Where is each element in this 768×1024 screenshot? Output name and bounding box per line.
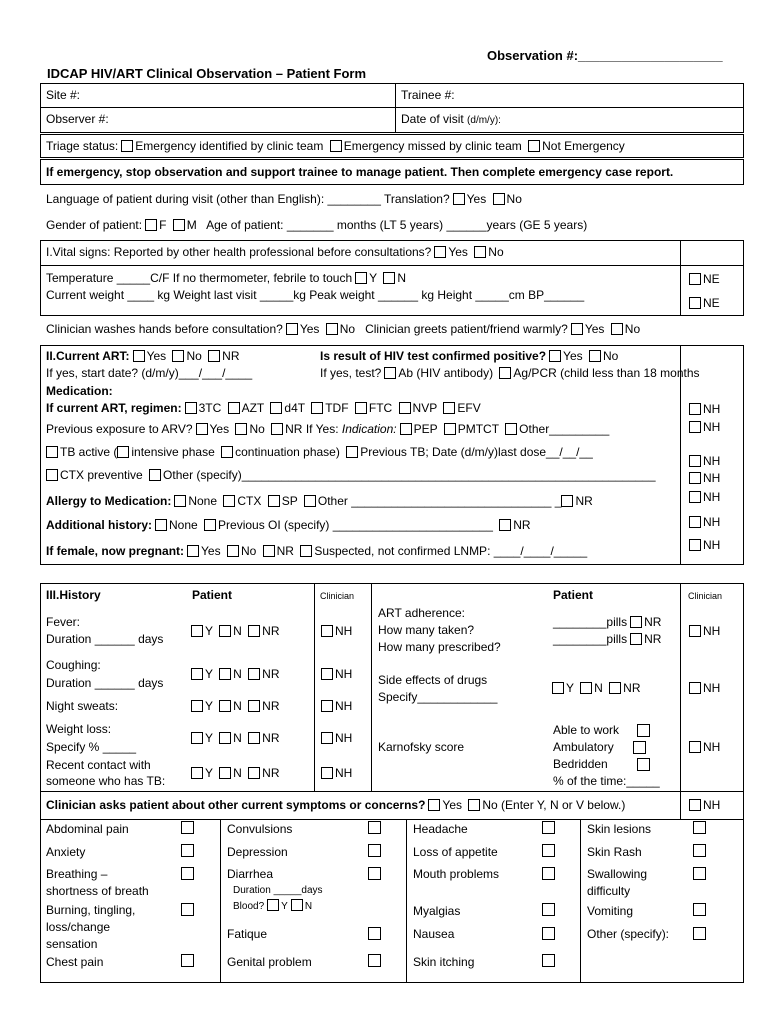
anxiety-checkbox[interactable] <box>181 844 194 857</box>
y-checkbox[interactable] <box>191 668 203 680</box>
triage-not-emergency-checkbox[interactable] <box>528 140 540 152</box>
depression-checkbox[interactable] <box>368 844 381 857</box>
blood-n-checkbox[interactable] <box>291 899 303 911</box>
nh-symptoms: NH <box>686 798 720 812</box>
coughing-label: Coughing: <box>46 658 101 672</box>
pills-prescribed: ________pills NR <box>553 632 662 646</box>
language-row: Language of patient during visit (other than English): ________ Translation? Yes No <box>46 192 522 206</box>
test-row: If yes, test? Ab (HIV antibody) Ag/PCR (child less than 18 months <box>320 366 700 380</box>
loss-of-appetite: Loss of appetite <box>413 845 498 859</box>
art-yes-checkbox[interactable] <box>133 350 145 362</box>
other-specify: Other (specify): <box>587 927 670 941</box>
other-med-checkbox[interactable] <box>149 469 161 481</box>
pep-checkbox[interactable] <box>400 423 412 435</box>
myalgias: Myalgias <box>413 904 461 918</box>
skin-lesions-checkbox[interactable] <box>693 821 706 834</box>
anxiety: Anxiety <box>46 845 86 859</box>
prev-oi-checkbox[interactable] <box>204 519 216 531</box>
bedridden: Bedridden <box>553 757 608 771</box>
loss-change: loss/change <box>46 920 111 934</box>
ab-checkbox[interactable] <box>384 367 396 379</box>
karnofsky-label: Karnofsky score <box>378 740 465 754</box>
diarrhea: Diarrhea <box>227 867 274 881</box>
agpcr-checkbox[interactable] <box>499 367 511 379</box>
gender-f-checkbox[interactable] <box>145 219 157 231</box>
nh-checkbox[interactable] <box>689 491 701 503</box>
night-sweats-label: Night sweats: <box>46 699 119 713</box>
observer-label: Observer #: <box>46 112 109 126</box>
nh-regimen: NH <box>686 402 720 416</box>
n-checkbox[interactable] <box>219 767 231 779</box>
nh-checkbox[interactable] <box>689 539 701 551</box>
weight-loss-options: Y N NR <box>188 731 280 745</box>
chest-pain: Chest pain <box>46 955 104 969</box>
convulsions: Convulsions <box>227 822 293 836</box>
nr-checkbox[interactable] <box>248 767 260 779</box>
y-checkbox[interactable] <box>191 767 203 779</box>
nr-checkbox[interactable] <box>609 682 621 694</box>
ctx-preventive-checkbox[interactable] <box>46 469 58 481</box>
difficulty: difficulty <box>587 884 631 898</box>
y-checkbox[interactable] <box>191 732 203 744</box>
tb-row: TB active ( intensive phase continuation phase) Previous TB; Date (d/m/y)last dose__/__/__ <box>46 445 593 459</box>
prev-nr-checkbox[interactable] <box>271 423 283 435</box>
abdominal-pain-checkbox[interactable] <box>181 821 194 834</box>
nh-cough: NH <box>318 667 352 681</box>
site-observer-table <box>40 83 744 133</box>
side-effects-label: Side effects of drugs <box>378 673 488 687</box>
fatique-checkbox[interactable] <box>368 927 381 940</box>
triage-identified-checkbox[interactable] <box>121 140 133 152</box>
swallowing: Swallowing <box>587 867 648 881</box>
nr-checkbox[interactable] <box>248 668 260 680</box>
gender-m-checkbox[interactable] <box>173 219 185 231</box>
history-heading: III.History <box>46 588 101 602</box>
chest-pain-checkbox[interactable] <box>181 954 194 967</box>
washes-no-checkbox[interactable] <box>326 323 338 335</box>
convulsions-checkbox[interactable] <box>368 821 381 834</box>
mouth-problems: Mouth problems <box>413 867 500 881</box>
nh-checkbox[interactable] <box>321 700 333 712</box>
tb-contact-options: Y N NR <box>188 766 280 780</box>
nh-checkbox[interactable] <box>689 472 701 484</box>
specify-pct: Specify % _____ <box>46 740 137 754</box>
sensation: sensation <box>46 937 98 951</box>
pmtct-checkbox[interactable] <box>444 423 456 435</box>
nh-checkbox[interactable] <box>689 403 701 415</box>
current-art-row: II.Current ART: Yes No NR <box>46 349 240 363</box>
allergy-other-checkbox[interactable] <box>304 495 316 507</box>
fever-duration: Duration ______ days <box>46 632 164 646</box>
art-adherence-label: ART adherence: <box>378 606 465 620</box>
pregnant-nr-checkbox[interactable] <box>263 545 275 557</box>
nh-weight-loss: NH <box>318 731 352 745</box>
allergy-sp-checkbox[interactable] <box>268 495 280 507</box>
ne-temp: NE <box>686 272 720 286</box>
drug-azt-checkbox[interactable] <box>228 402 240 414</box>
n-checkbox[interactable] <box>219 625 231 637</box>
pills-taken-nr-checkbox[interactable] <box>630 616 642 628</box>
vitals-no-checkbox[interactable] <box>474 246 486 258</box>
clinician-washes-row: Clinician washes hands before consultation? Yes No Clinician greets patient/friend warmly? Yes No <box>46 322 641 336</box>
hiv-confirmed-row: Is result of HIV test confirmed positive? Yes No <box>320 349 619 363</box>
side-effects-options: Y N NR <box>549 681 641 695</box>
burning-checkbox[interactable] <box>181 903 194 916</box>
blood-row: Blood? Y N <box>233 901 313 912</box>
nh-checkbox[interactable] <box>689 516 701 528</box>
nh-side-effects: NH <box>686 681 720 695</box>
ctx-row: CTX preventive Other (specify)______________________________________________________________ <box>46 468 656 482</box>
blood-y-checkbox[interactable] <box>267 899 279 911</box>
suspected-checkbox[interactable] <box>300 545 312 557</box>
drug-efv-checkbox[interactable] <box>443 402 455 414</box>
start-date: If yes, start date? (d/m/y)___/___/____ <box>46 366 253 380</box>
nr-checkbox[interactable] <box>248 625 260 637</box>
nh-tb-contact: NH <box>318 766 352 780</box>
observation-number: Observation #:____________________ <box>487 48 723 63</box>
burning-tingling: Burning, tingling, <box>46 903 136 917</box>
febrile-y-checkbox[interactable] <box>355 272 367 284</box>
emergency-note: If emergency, stop observation and support trainee to manage patient. Then complete emergency case report. <box>46 165 674 179</box>
allergy-row: Allergy to Medication: None CTX SP Other ______________________________ _ NR <box>46 494 593 508</box>
able-to-work-checkbox[interactable] <box>637 724 650 737</box>
headache: Headache <box>413 822 468 836</box>
n-checkbox[interactable] <box>580 682 592 694</box>
fatique: Fatique <box>227 927 268 941</box>
skin-itching-checkbox[interactable] <box>542 954 555 967</box>
ambulatory: Ambulatory <box>553 740 614 754</box>
breathing: Breathing – <box>46 867 108 881</box>
drug-d4t-checkbox[interactable] <box>270 402 282 414</box>
allergy-ctx-checkbox[interactable] <box>223 495 235 507</box>
clinician-col-header: Clinician <box>320 591 355 601</box>
y-checkbox[interactable] <box>552 682 564 694</box>
date-of-visit-label: Date of visit (d/m/y): <box>401 112 501 126</box>
translation-no-checkbox[interactable] <box>493 193 505 205</box>
additional-history-row: Additional history: None Previous OI (specify) ________________________ NR <box>46 518 531 532</box>
side-effects-specify: Specify____________ <box>378 690 498 704</box>
nh-checkbox[interactable] <box>321 732 333 744</box>
site-label: Site #: <box>46 88 81 102</box>
other-symptom-checkbox[interactable] <box>693 927 706 940</box>
pregnant-yes-checkbox[interactable] <box>187 545 199 557</box>
nh-checkbox[interactable] <box>689 625 701 637</box>
fever-label: Fever: <box>46 615 81 629</box>
triage-status: Triage status: Emergency identified by clinic team Emergency missed by clinic team Not Emergency <box>46 139 625 153</box>
nh-allergy: NH <box>686 490 720 504</box>
symptoms-yes-checkbox[interactable] <box>428 799 440 811</box>
skin-rash-checkbox[interactable] <box>693 844 706 857</box>
skin-rash: Skin Rash <box>587 845 642 859</box>
tb-contact-1: Recent contact with <box>46 758 151 772</box>
hiv-no-checkbox[interactable] <box>589 350 601 362</box>
nh-checkbox[interactable] <box>321 625 333 637</box>
translation-yes-checkbox[interactable] <box>453 193 465 205</box>
hiv-yes-checkbox[interactable] <box>549 350 561 362</box>
drug-tdf-checkbox[interactable] <box>311 402 323 414</box>
nh-checkbox[interactable] <box>689 799 701 811</box>
patient-col-header: Patient <box>192 588 233 602</box>
skin-lesions: Skin lesions <box>587 822 652 836</box>
continuation-checkbox[interactable] <box>221 446 233 458</box>
febrile-n-checkbox[interactable] <box>383 272 395 284</box>
art-nr-checkbox[interactable] <box>208 350 220 362</box>
nh-checkbox[interactable] <box>689 741 701 753</box>
nr-checkbox[interactable] <box>248 700 260 712</box>
nh-karnofsky: NH <box>686 740 720 754</box>
pills-taken: ________pills NR <box>553 615 662 629</box>
vital-signs-heading: I.Vital signs: Reported by other health professional before consultations? Yes No <box>46 245 504 259</box>
vomiting-checkbox[interactable] <box>693 903 706 916</box>
nausea: Nausea <box>413 927 455 941</box>
diarrhea-checkbox[interactable] <box>368 867 381 880</box>
fever-options: Y N NR <box>188 624 280 638</box>
pills-prescribed-nr-checkbox[interactable] <box>630 633 642 645</box>
nh-history: NH <box>686 515 720 529</box>
temperature-row: Temperature _____C/F If no thermometer, febrile to touch Y N <box>46 271 406 285</box>
form-title: IDCAP HIV/ART Clinical Observation – Patient Form <box>47 66 367 81</box>
diarrhea-duration: Duration _____days <box>233 885 323 896</box>
ambulatory-checkbox[interactable] <box>633 741 646 754</box>
pregnant-no-checkbox[interactable] <box>227 545 239 557</box>
art-no-checkbox[interactable] <box>172 350 184 362</box>
prev-exposure-row: Previous exposure to ARV? Yes No NR If Yes: Indication: PEP PMTCT Other_________ <box>46 422 610 436</box>
vitals-yes-checkbox[interactable] <box>434 246 446 258</box>
nh-tb: NH <box>686 454 720 468</box>
drug-ftc-checkbox[interactable] <box>355 402 367 414</box>
tb-contact-2: someone who has TB: <box>46 774 166 788</box>
nh-pregnant: NH <box>686 538 720 552</box>
cough-options: Y N NR <box>188 667 280 681</box>
drug-3tc-checkbox[interactable] <box>185 402 197 414</box>
history-none-checkbox[interactable] <box>155 519 167 531</box>
shortness-of-breath: shortness of breath <box>46 884 149 898</box>
regimen-row: If current ART, regimen: 3TC AZT d4T TDF FTC NVP EFV <box>46 401 481 415</box>
symptoms-question-row: Clinician asks patient about other current symptoms or concerns? Yes No (Enter Y, N or V below.) <box>46 798 626 812</box>
how-many-prescribed: How many prescribed? <box>378 640 501 654</box>
nausea-checkbox[interactable] <box>542 927 555 940</box>
pregnant-row: If female, now pregnant: Yes No NR Suspected, not confirmed LNMP: ____/____/_____ <box>46 544 588 558</box>
n-checkbox[interactable] <box>219 732 231 744</box>
prev-tb-checkbox[interactable] <box>346 446 358 458</box>
skin-itching: Skin itching <box>413 955 475 969</box>
nh-prev: NH <box>686 420 720 434</box>
medication-label: Medication: <box>46 384 113 398</box>
depression: Depression <box>227 845 288 859</box>
prev-no-checkbox[interactable] <box>235 423 247 435</box>
nh-ctx: NH <box>686 471 720 485</box>
ne-weight-checkbox[interactable] <box>689 297 701 309</box>
y-checkbox[interactable] <box>191 700 203 712</box>
n-checkbox[interactable] <box>219 700 231 712</box>
sweats-options: Y N NR <box>188 699 280 713</box>
nh-fever: NH <box>318 624 352 638</box>
genital-problem-checkbox[interactable] <box>368 954 381 967</box>
weight-row: Current weight ____ kg Weight last visit _____kg Peak weight ______ kg Height _____cm BP______ <box>46 288 585 302</box>
abdominal-pain: Abdominal pain <box>46 822 129 836</box>
history-nr-checkbox[interactable] <box>499 519 511 531</box>
gender-age-row: Gender of patient: F M Age of patient: _______ months (LT 5 years) ______years (GE 5 years) <box>46 218 588 232</box>
other-indication-checkbox[interactable] <box>505 423 517 435</box>
trainee-label: Trainee #: <box>401 88 455 102</box>
how-many-taken: How many taken? <box>378 623 475 637</box>
able-to-work: Able to work <box>553 723 620 737</box>
myalgias-checkbox[interactable] <box>542 903 555 916</box>
bedridden-checkbox[interactable] <box>637 758 650 771</box>
greets-no-checkbox[interactable] <box>611 323 623 335</box>
nh-adherence: NH <box>686 624 720 638</box>
nr-checkbox[interactable] <box>248 732 260 744</box>
swallowing-checkbox[interactable] <box>693 867 706 880</box>
symptoms-no-checkbox[interactable] <box>468 799 480 811</box>
genital-problem: Genital problem <box>227 955 312 969</box>
washes-yes-checkbox[interactable] <box>286 323 298 335</box>
nh-checkbox[interactable] <box>689 455 701 467</box>
allergy-nr-checkbox[interactable] <box>561 495 573 507</box>
tb-active-checkbox[interactable] <box>46 446 58 458</box>
intensive-checkbox[interactable] <box>117 446 129 458</box>
nh-checkbox[interactable] <box>321 767 333 779</box>
headache-checkbox[interactable] <box>542 821 555 834</box>
cough-duration: Duration ______ days <box>46 676 164 690</box>
prev-yes-checkbox[interactable] <box>196 423 208 435</box>
allergy-none-checkbox[interactable] <box>174 495 186 507</box>
vomiting: Vomiting <box>587 904 634 918</box>
nh-checkbox[interactable] <box>689 421 701 433</box>
n-checkbox[interactable] <box>219 668 231 680</box>
y-checkbox[interactable] <box>191 625 203 637</box>
clinician-col-header-2: Clinician <box>688 591 723 601</box>
ne-weight: NE <box>686 296 720 310</box>
drug-nvp-checkbox[interactable] <box>399 402 411 414</box>
triage-missed-checkbox[interactable] <box>330 140 342 152</box>
mouth-problems-checkbox[interactable] <box>542 867 555 880</box>
breathing-checkbox[interactable] <box>181 867 194 880</box>
patient-col-header-2: Patient <box>553 588 594 602</box>
greets-yes-checkbox[interactable] <box>571 323 583 335</box>
loss-of-appetite-checkbox[interactable] <box>542 844 555 857</box>
nh-checkbox[interactable] <box>689 682 701 694</box>
ne-temp-checkbox[interactable] <box>689 273 701 285</box>
nh-sweats: NH <box>318 699 352 713</box>
weight-loss-label: Weight loss: <box>46 722 112 736</box>
nh-checkbox[interactable] <box>321 668 333 680</box>
pct-of-time: % of the time:_____ <box>553 774 660 788</box>
